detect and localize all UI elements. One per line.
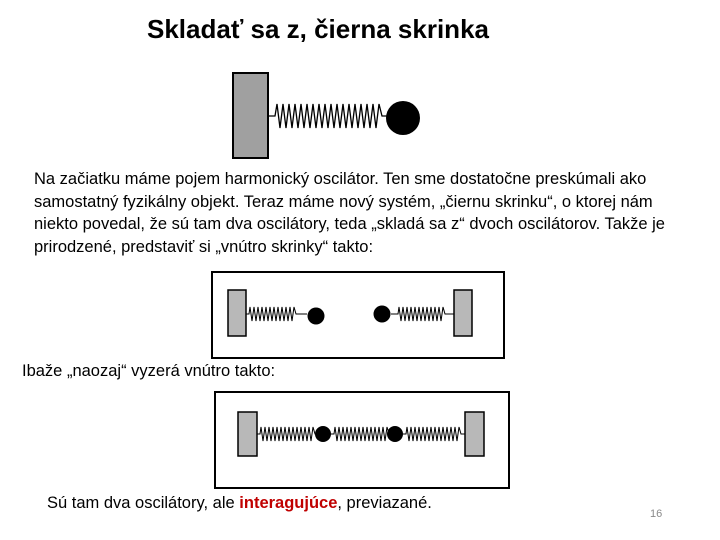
right-mass bbox=[374, 306, 391, 323]
caption-reality: Ibaže „naozaj“ vyzerá vnútro takto: bbox=[22, 362, 276, 380]
black-box-independent-oscillators bbox=[210, 270, 506, 362]
left-mass bbox=[308, 308, 325, 325]
right-wall bbox=[465, 412, 484, 456]
left-mass bbox=[315, 426, 331, 442]
caption-coupled bbox=[47, 494, 432, 513]
caption-prefix: Sú tam dva oscilátory, ale bbox=[47, 494, 240, 512]
black-box-coupled-oscillators bbox=[213, 390, 511, 490]
wall-block bbox=[233, 73, 268, 158]
mass-ball bbox=[386, 101, 420, 135]
body-paragraph: Na začiatku máme pojem harmonický oscilátor. Ten sme dostatočne preskúmali ako samostatný fyzikálny objekt. Teraz máme nový systém, „čiernu skrinku“, o ktorej nám niekto povedal, že sú tam dva oscilátory, teda „skladá sa z“ dvoch oscilátorov. Takže je prirodzené, predstaviť si „vnútro skrinky“ takto: bbox=[34, 170, 665, 256]
right-mass bbox=[387, 426, 403, 442]
spring bbox=[268, 104, 390, 128]
right-wall bbox=[454, 290, 472, 336]
caption-highlight: interagujúce bbox=[239, 494, 338, 512]
single-oscillator-figure bbox=[225, 68, 425, 163]
slide-title: Skladať sa z, čierna skrinka bbox=[147, 14, 489, 44]
left-wall bbox=[228, 290, 246, 336]
page-number: 16 bbox=[650, 508, 663, 520]
left-wall bbox=[238, 412, 257, 456]
caption-suffix: , previazané. bbox=[337, 494, 432, 512]
